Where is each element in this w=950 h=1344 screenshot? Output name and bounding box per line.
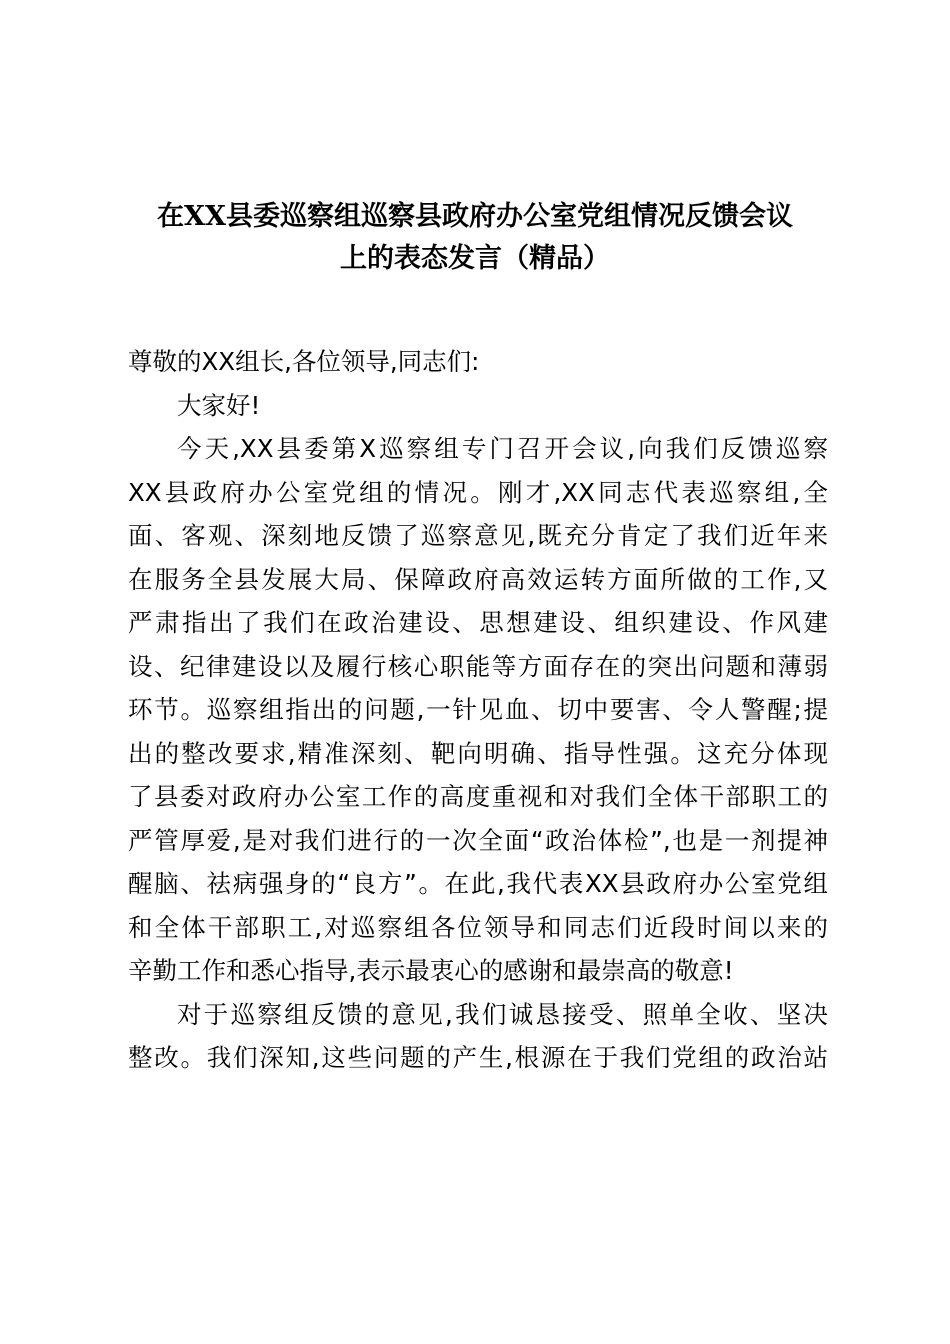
text-line: 严肃指出了我们在政治建设、思想建设、组织建设、作风建: [128, 608, 828, 637]
text-line: 醒脑、祛病强身的“良方”。在此,我代表XX县政府办公室党组: [128, 869, 828, 898]
text-line: 面、客观、深刻地反馈了巡察意见,既充分肯定了我们近年来: [128, 521, 828, 550]
title-line: 在XX县委巡察组巡察县政府办公室党组情况反馈会议: [157, 201, 793, 232]
document-title: [110, 196, 840, 280]
document-body: [128, 340, 828, 1080]
text-line: 对于巡察组反馈的意见,我们诚恳接受、照单全收、坚决: [177, 999, 828, 1029]
text-line: 大家好!: [177, 390, 261, 420]
greeting: [128, 384, 828, 428]
text-line: 辛勤工作和悉心指导,表示最衷心的感谢和最崇高的敬意!: [128, 956, 734, 985]
paragraph-1: [128, 427, 828, 993]
paragraph-2: [128, 993, 828, 1080]
text-line: XX县政府办公室党组的情况。刚才,XX同志代表巡察组,全: [128, 477, 828, 507]
text-line: 和全体干部职工,对巡察组各位领导和同志们近段时间以来的: [128, 912, 828, 942]
text-line: 今天,XX县委第X巡察组专门召开会议,向我们反馈巡察: [177, 434, 828, 463]
text-line: 严管厚爱,是对我们进行的一次全面“政治体检”,也是一剂提神: [128, 825, 828, 855]
title-line: 上的表态发言（精品）: [340, 243, 610, 274]
salutation: [128, 340, 828, 384]
text-line: 出的整改要求,精准深刻、靶向明确、指导性强。这充分体现: [128, 738, 828, 768]
text-line: 尊敬的XX组长,各位领导,同志们:: [128, 347, 480, 376]
text-line: 设、纪律建设以及履行核心职能等方面存在的突出问题和薄弱: [128, 651, 828, 681]
text-line: 在服务全县发展大局、保障政府高效运转方面所做的工作,又: [128, 564, 828, 594]
text-line: 环节。巡察组指出的问题,一针见血、切中要害、令人警醒;提: [128, 695, 828, 724]
text-line: 了县委对政府办公室工作的高度重视和对我们全体干部职工的: [128, 782, 828, 811]
text-line: 整改。我们深知,这些问题的产生,根源在于我们党组的政治站: [128, 1043, 828, 1072]
